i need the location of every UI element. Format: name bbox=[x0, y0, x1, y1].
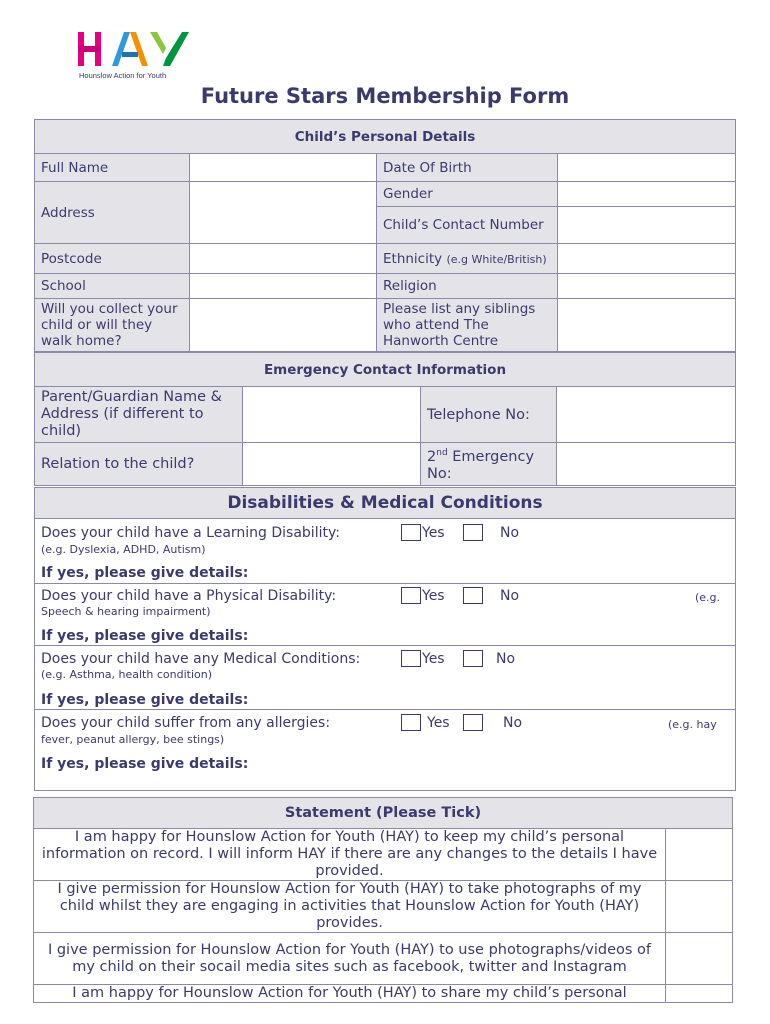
allergy-note-right: (e.g. hay bbox=[668, 718, 717, 731]
siblings-label: Please list any siblings who attend The Hanworth Centre bbox=[377, 299, 558, 352]
emergency-heading: Emergency Contact Information bbox=[35, 353, 736, 387]
learning-no-label: No bbox=[500, 525, 520, 541]
physical-no-checkbox[interactable] bbox=[463, 587, 483, 604]
full-name-field[interactable] bbox=[190, 154, 377, 182]
divider bbox=[35, 709, 735, 710]
address-label: Address bbox=[35, 182, 190, 244]
relation-field[interactable] bbox=[243, 443, 421, 486]
statement-item: I am happy for Hounslow Action for Youth (HAY) to keep my child’s personal information on record. I will inform HAY if there are any changes to the details I have provided. bbox=[34, 829, 666, 881]
siblings-field[interactable] bbox=[558, 299, 736, 352]
learning-yes-checkbox[interactable] bbox=[401, 524, 421, 541]
physical-details-label: If yes, please give details: bbox=[41, 628, 249, 644]
full-name-label: Full Name bbox=[35, 154, 190, 182]
medical-section bbox=[34, 487, 736, 791]
personal-details-table bbox=[34, 119, 736, 352]
guardian-label: Parent/Guardian Name & Address (if different to child) bbox=[35, 387, 243, 443]
contact-field[interactable] bbox=[558, 207, 736, 244]
school-label: School bbox=[35, 274, 190, 299]
allergy-details-label: If yes, please give details: bbox=[41, 756, 249, 772]
allergy-yes-checkbox[interactable] bbox=[401, 714, 421, 731]
statement-heading: Statement (Please Tick) bbox=[34, 798, 733, 829]
collect-field[interactable] bbox=[190, 299, 377, 352]
collect-label: Will you collect your child or will they walk home? bbox=[35, 299, 190, 352]
allergy-question: Does your child suffer from any allergies: bbox=[41, 715, 331, 731]
divider bbox=[35, 645, 735, 646]
divider bbox=[35, 583, 735, 584]
page-title: Future Stars Membership Form bbox=[200, 84, 570, 108]
ethnicity-note: (e.g White/British) bbox=[446, 252, 547, 266]
gender-field[interactable] bbox=[558, 182, 736, 207]
medical-no-label: No bbox=[496, 651, 516, 667]
telephone-field[interactable] bbox=[557, 387, 736, 443]
dob-field[interactable] bbox=[558, 154, 736, 182]
physical-yes-label: Yes bbox=[422, 588, 445, 604]
learning-note: (e.g. Dyslexia, ADHD, Autism) bbox=[41, 543, 206, 556]
dob-label: Date Of Birth bbox=[377, 154, 558, 182]
learning-details-label: If yes, please give details: bbox=[41, 565, 249, 581]
medical-note: (e.g. Asthma, health condition) bbox=[41, 668, 212, 681]
medical-details-label: If yes, please give details: bbox=[41, 692, 249, 708]
physical-yes-checkbox[interactable] bbox=[401, 587, 421, 604]
emergency-table bbox=[34, 352, 736, 486]
statement-tick-box[interactable] bbox=[666, 881, 733, 933]
allergy-no-checkbox[interactable] bbox=[463, 714, 483, 731]
learning-question: Does your child have a Learning Disability: bbox=[41, 525, 340, 541]
statement-tick-box[interactable] bbox=[666, 829, 733, 881]
medical-no-checkbox[interactable] bbox=[463, 650, 483, 667]
postcode-label: Postcode bbox=[35, 244, 190, 274]
medical-yes-checkbox[interactable] bbox=[401, 650, 421, 667]
medical-heading: Disabilities & Medical Conditions bbox=[35, 488, 735, 519]
logo-subtitle: Hounslow Action for Youth bbox=[79, 71, 167, 80]
contact-label: Child’s Contact Number bbox=[377, 207, 558, 244]
school-field[interactable] bbox=[190, 274, 377, 299]
religion-label: Religion bbox=[377, 274, 558, 299]
allergy-note: fever, peanut allergy, bee stings) bbox=[41, 733, 225, 746]
statement-table bbox=[33, 797, 733, 1003]
physical-note-right: (e.g. bbox=[695, 591, 721, 604]
religion-field[interactable] bbox=[558, 274, 736, 299]
guardian-field[interactable] bbox=[243, 387, 421, 443]
statement-item: I give permission for Hounslow Action for Youth (HAY) to use photographs/videos of my child on their socail media sites such as facebook, twitter and Instagram bbox=[34, 933, 666, 985]
second-emergency-label: 2nd Emergency No: bbox=[421, 443, 557, 486]
ethnicity-label bbox=[377, 244, 558, 274]
gender-label: Gender bbox=[377, 182, 558, 207]
postcode-field[interactable] bbox=[190, 244, 377, 274]
personal-details-heading: Child’s Personal Details bbox=[35, 120, 736, 154]
ethnicity-field[interactable] bbox=[558, 244, 736, 274]
address-field[interactable] bbox=[190, 182, 377, 244]
medical-question: Does your child have any Medical Conditions: bbox=[41, 651, 361, 667]
learning-yes-label: Yes bbox=[422, 525, 445, 541]
learning-no-checkbox[interactable] bbox=[463, 524, 483, 541]
statement-tick-box[interactable] bbox=[666, 933, 733, 985]
second-emergency-field[interactable] bbox=[557, 443, 736, 486]
telephone-label: Telephone No: bbox=[421, 387, 557, 443]
physical-question: Does your child have a Physical Disability: bbox=[41, 588, 337, 604]
statement-item: I am happy for Hounslow Action for Youth (HAY) to share my child’s personal bbox=[34, 985, 666, 1003]
relation-label: Relation to the child? bbox=[35, 443, 243, 486]
statement-tick-box[interactable] bbox=[666, 985, 733, 1003]
physical-no-label: No bbox=[500, 588, 520, 604]
medical-yes-label: Yes bbox=[422, 651, 445, 667]
physical-note: Speech & hearing impairment) bbox=[41, 605, 211, 618]
ethnicity-text: Ethnicity bbox=[383, 250, 443, 267]
statement-item: I give permission for Hounslow Action for Youth (HAY) to take photographs of my child whilst they are engaging in activities that Hounslow Action for Youth (HAY) provides. bbox=[34, 881, 666, 933]
allergy-no-label: No bbox=[503, 715, 523, 731]
allergy-yes-label: Yes bbox=[427, 715, 450, 731]
